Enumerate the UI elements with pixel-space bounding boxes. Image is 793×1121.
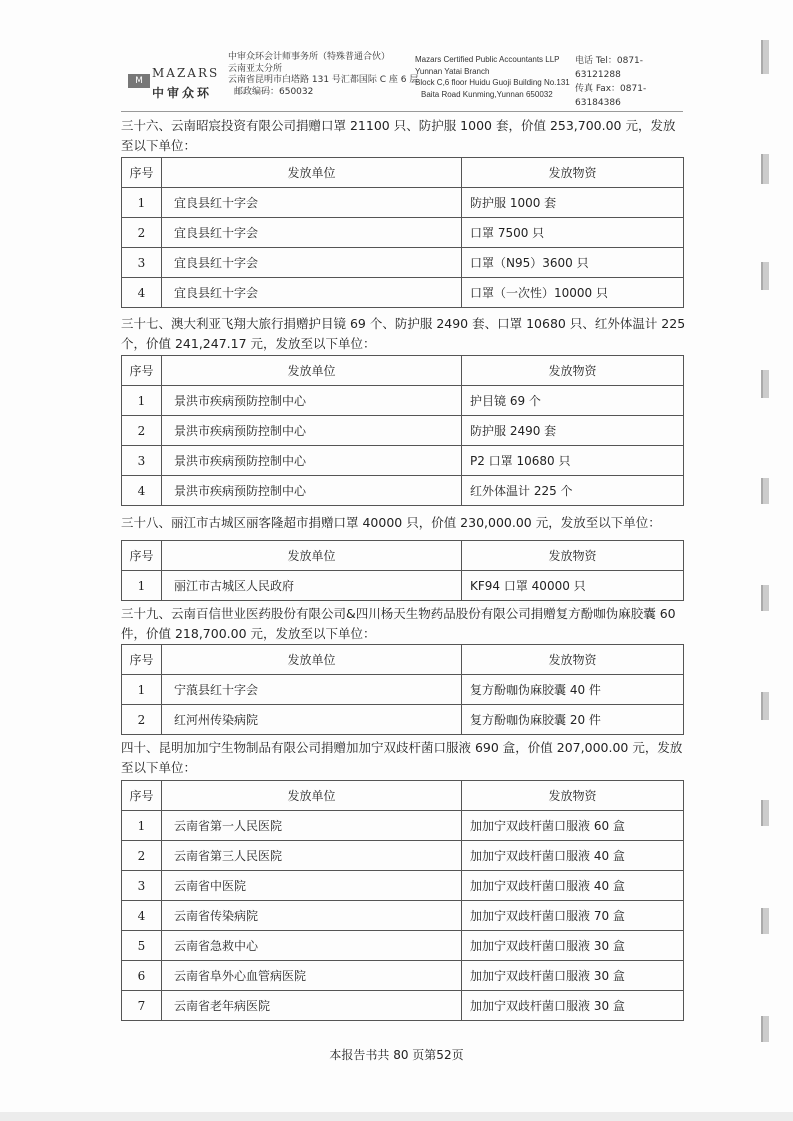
- col-header-recipient: 发放单位: [162, 645, 462, 675]
- row-index: 2: [122, 416, 162, 446]
- table-row: [122, 931, 684, 961]
- row-supplies: 口罩（一次性）10000 只: [462, 278, 684, 308]
- letterhead: [128, 52, 688, 110]
- row-index: 1: [122, 188, 162, 218]
- row-supplies: P2 口罩 10680 只: [462, 446, 684, 476]
- row-index: 2: [122, 705, 162, 735]
- row-index: 3: [122, 871, 162, 901]
- row-index: 1: [122, 675, 162, 705]
- row-recipient: 景洪市疾病预防控制中心: [162, 386, 462, 416]
- table-header-row: [122, 645, 684, 675]
- header-divider: [121, 111, 683, 112]
- firm-contact: [575, 54, 688, 110]
- col-header-supplies: 发放物资: [462, 781, 684, 811]
- row-recipient: 景洪市疾病预防控制中心: [162, 416, 462, 446]
- row-recipient: 云南省阜外心血管病医院: [162, 961, 462, 991]
- scan-edge: [0, 1112, 793, 1121]
- row-recipient: 云南省老年病医院: [162, 991, 462, 1021]
- row-supplies: 复方酚咖伪麻胶囊 20 件: [462, 705, 684, 735]
- row-recipient: 景洪市疾病预防控制中心: [162, 446, 462, 476]
- table-row: [122, 416, 684, 446]
- binding-mark: [761, 692, 769, 720]
- row-index: 2: [122, 218, 162, 248]
- row-supplies: 加加宁双歧杆菌口服液 30 盒: [462, 991, 684, 1021]
- distribution-table-39: [121, 644, 684, 735]
- row-index: 3: [122, 248, 162, 278]
- row-recipient: 云南省急救中心: [162, 931, 462, 961]
- row-recipient: 宜良县红十字会: [162, 218, 462, 248]
- section-title-39: 三十九、云南百信世业医药股份有限公司&四川杨天生物药品股份有限公司捐赠复方酚咖伪麻胶囊 60 件，价值 218,700.00 元，发放至以下单位：: [121, 606, 676, 641]
- table-row: [122, 218, 684, 248]
- binding-mark: [761, 478, 769, 504]
- row-supplies: 口罩 7500 只: [462, 218, 684, 248]
- row-supplies: 红外体温计 225 个: [462, 476, 684, 506]
- table-header-row: [122, 541, 684, 571]
- section-title-38: 三十八、丽江市古城区丽客隆超市捐赠口罩 40000 只，价值 230,000.00 元，发放至以下单位：: [121, 515, 661, 530]
- table-row: [122, 188, 684, 218]
- row-supplies: 防护服 1000 套: [462, 188, 684, 218]
- table-row: [122, 991, 684, 1021]
- col-header-index: 序号: [122, 781, 162, 811]
- binding-mark: [761, 262, 769, 290]
- row-supplies: 口罩（N95）3600 只: [462, 248, 684, 278]
- firm-address-en: Block C,6 floor Huidu Guoji Building No.131: [415, 78, 570, 87]
- row-index: 4: [122, 901, 162, 931]
- firm-address-chinese: [228, 52, 418, 98]
- table-row: [122, 871, 684, 901]
- page-footer: 本报告书共 80 页第52页: [329, 1048, 464, 1062]
- row-index: 4: [122, 278, 162, 308]
- row-supplies: 加加宁双歧杆菌口服液 70 盒: [462, 901, 684, 931]
- table-row: [122, 248, 684, 278]
- row-index: 3: [122, 446, 162, 476]
- firm-fax: 传真 Fax：0871-63184386: [575, 84, 647, 108]
- binding-mark: [761, 800, 769, 826]
- table-row: [122, 675, 684, 705]
- firm-branch-en: Yunnan Yatai Branch: [415, 66, 490, 76]
- row-index: 7: [122, 991, 162, 1021]
- row-index: 1: [122, 571, 162, 601]
- row-index: 4: [122, 476, 162, 506]
- distribution-table-36: [121, 157, 684, 308]
- table-header-row: [122, 356, 684, 386]
- row-supplies: 加加宁双歧杆菌口服液 40 盒: [462, 841, 684, 871]
- col-header-recipient: 发放单位: [162, 356, 462, 386]
- table-row: [122, 278, 684, 308]
- firm-city-en: Baita Road Kunming,Yunnan 650032: [421, 89, 553, 99]
- table-row: [122, 476, 684, 506]
- table-row: [122, 841, 684, 871]
- table-row: [122, 901, 684, 931]
- row-supplies: 防护服 2490 套: [462, 416, 684, 446]
- binding-mark: [761, 1016, 769, 1042]
- firm-postcode-cn: 邮政编码：650032: [234, 86, 314, 97]
- row-supplies: 加加宁双歧杆菌口服液 30 盒: [462, 931, 684, 961]
- binding-mark: [761, 370, 769, 398]
- firm-branch-cn: 云南亚太分所: [228, 63, 283, 74]
- row-supplies: KF94 口罩 40000 只: [462, 571, 684, 601]
- row-supplies: 护目镜 69 个: [462, 386, 684, 416]
- table-header-row: [122, 158, 684, 188]
- row-recipient: 云南省中医院: [162, 871, 462, 901]
- row-recipient: 宜良县红十字会: [162, 278, 462, 308]
- firm-name-en: Mazars Certified Public Accountants LLP: [415, 55, 560, 64]
- row-recipient: 云南省传染病院: [162, 901, 462, 931]
- table-row: [122, 811, 684, 841]
- firm-name-cn: 中审众环会计师事务所（特殊普通合伙）: [228, 52, 391, 62]
- row-recipient: 红河州传染病院: [162, 705, 462, 735]
- table-row: [122, 705, 684, 735]
- col-header-index: 序号: [122, 158, 162, 188]
- col-header-supplies: 发放物资: [462, 158, 684, 188]
- row-supplies: 加加宁双歧杆菌口服液 60 盒: [462, 811, 684, 841]
- distribution-table-38: [121, 540, 684, 601]
- row-recipient: 景洪市疾病预防控制中心: [162, 476, 462, 506]
- mazars-logo: [128, 66, 223, 102]
- row-recipient: 云南省第三人民医院: [162, 841, 462, 871]
- table-header-row: [122, 781, 684, 811]
- row-recipient: 云南省第一人民医院: [162, 811, 462, 841]
- col-header-index: 序号: [122, 541, 162, 571]
- row-index: 1: [122, 811, 162, 841]
- logo-mark: M: [128, 74, 150, 88]
- row-supplies: 加加宁双歧杆菌口服液 30 盒: [462, 961, 684, 991]
- row-index: 5: [122, 931, 162, 961]
- table-row: [122, 571, 684, 601]
- distribution-table-40: [121, 780, 684, 1021]
- row-index: 2: [122, 841, 162, 871]
- row-recipient: 宁蒗县红十字会: [162, 675, 462, 705]
- binding-mark: [761, 154, 769, 184]
- firm-tel: 电话 Tel：0871-63121288: [575, 56, 644, 80]
- row-recipient: 宜良县红十字会: [162, 248, 462, 278]
- table-row: [122, 961, 684, 991]
- table-row: [122, 386, 684, 416]
- section-title-37: 三十七、澳大利亚飞翔大旅行捐赠护目镜 69 个、防护服 2490 套、口罩 10680 只、红外体温计 225 个，价值 241,247.17 元，发放至以下单位：: [121, 316, 686, 351]
- binding-mark: [761, 40, 769, 74]
- row-index: 6: [122, 961, 162, 991]
- section-title-36: 三十六、云南昭宸投资有限公司捐赠口罩 21100 只、防护服 1000 套，价值 253,700.00 元，发放至以下单位：: [121, 118, 676, 153]
- col-header-index: 序号: [122, 356, 162, 386]
- col-header-recipient: 发放单位: [162, 541, 462, 571]
- firm-address-cn: 云南省昆明市白塔路 131 号汇都国际 C 座 6 层: [228, 75, 419, 85]
- col-header-recipient: 发放单位: [162, 781, 462, 811]
- row-recipient: 宜良县红十字会: [162, 188, 462, 218]
- table-row: [122, 446, 684, 476]
- col-header-index: 序号: [122, 645, 162, 675]
- binding-mark: [761, 585, 769, 611]
- row-supplies: 复方酚咖伪麻胶囊 40 件: [462, 675, 684, 705]
- col-header-supplies: 发放物资: [462, 541, 684, 571]
- row-recipient: 丽江市古城区人民政府: [162, 571, 462, 601]
- row-index: 1: [122, 386, 162, 416]
- firm-address-english: [415, 54, 570, 100]
- row-supplies: 加加宁双歧杆菌口服液 40 盒: [462, 871, 684, 901]
- col-header-supplies: 发放物资: [462, 356, 684, 386]
- col-header-supplies: 发放物资: [462, 645, 684, 675]
- section-title-40: 四十、昆明加加宁生物制品有限公司捐赠加加宁双歧杆菌口服液 690 盒，价值 207,000.00 元，发放至以下单位：: [121, 740, 683, 775]
- logo-wordmark: MAZARS: [152, 66, 220, 80]
- logo-chinese: 中审众环: [152, 86, 213, 100]
- col-header-recipient: 发放单位: [162, 158, 462, 188]
- binding-mark: [761, 908, 769, 934]
- distribution-table-37: [121, 355, 684, 506]
